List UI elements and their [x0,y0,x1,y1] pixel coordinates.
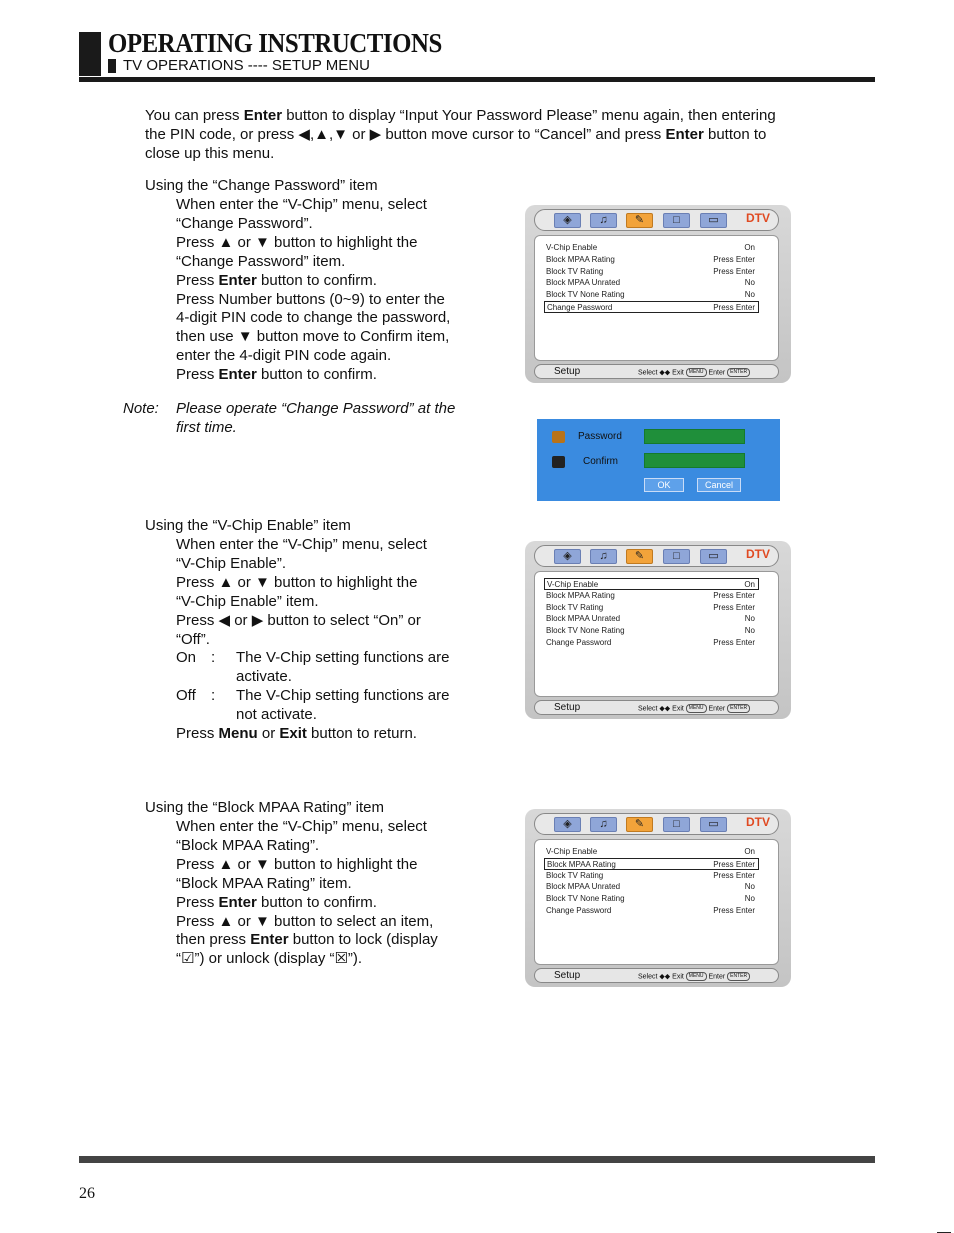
menu-tab-bar [534,545,779,567]
menu-row[interactable] [546,602,758,614]
menu-tab-icon[interactable]: ▭ [700,549,727,564]
menu-row-value: Press Enter [713,859,755,869]
menu-row-label: Change Password [546,906,612,915]
menu-row-label: Block TV Rating [546,602,604,612]
menu-row[interactable] [544,578,759,590]
osd-setup-block-mpaa [525,809,791,987]
menu-row-value: No [744,290,755,300]
menu-row[interactable] [544,858,759,870]
cancel-button[interactable]: Cancel [697,478,741,492]
on-definition: On : The V-Chip setting functions are activate. [176,649,450,686]
menu-row[interactable] [546,242,758,254]
menu-row[interactable] [546,266,758,278]
menu-row-label: V-Chip Enable [546,243,598,252]
menu-row-value: Press Enter [713,254,755,264]
menu-row-value: No [744,882,755,892]
page-subtitle: TV OPERATIONS ---- SETUP MENU [123,57,370,74]
menu-row-label: Change Password [546,638,612,647]
change-password-heading: Using the “Change Password” item [145,177,378,194]
menu-screen [534,839,779,965]
menu-tab-icon[interactable]: ✎ [626,817,653,832]
menu-row-label: Block TV Rating [546,266,604,276]
menu-row[interactable] [546,870,758,882]
arrows-icon: ◆◆ [659,705,671,713]
menu-footer [534,968,779,983]
menu-footer [534,700,779,715]
block-mpaa-heading: Using the “Block MPAA Rating” item [145,799,384,816]
menu-row-label: Block MPAA Unrated [546,278,621,288]
arrows-icon: ◆◆ [659,369,671,377]
menu-tab-icon[interactable]: □ [663,817,690,832]
dtv-badge: DTV [746,815,770,829]
menu-tab-icon[interactable]: ▭ [700,817,727,832]
lock-icon [552,456,565,468]
confirm-field[interactable] [644,453,745,468]
dtv-badge: DTV [746,211,770,225]
menu-row-value: On [744,847,755,856]
osd-setup-vchip-enable [525,541,791,719]
page-title: OPERATING INSTRUCTIONS [108,28,442,58]
menu-row-value: Press Enter [713,303,755,312]
menu-row-label: Block MPAA Rating [546,590,615,600]
menu-row[interactable] [544,301,759,313]
menu-tab-icon[interactable]: ✎ [626,213,653,228]
ok-button[interactable]: OK [644,478,684,492]
menu-row[interactable] [546,846,758,858]
menu-row-label: Block MPAA Rating [546,254,615,264]
menu-row[interactable] [546,289,758,301]
note-label: Note: [123,400,159,417]
menu-row-value: On [744,580,755,589]
subtitle-marker [108,59,116,73]
header-bar [79,32,101,76]
menu-row[interactable] [546,625,758,637]
menu-row-label: Block MPAA Rating [547,859,616,869]
footer-title: Setup [554,702,581,713]
menu-tab-bar [534,813,779,835]
menu-row[interactable] [546,893,758,905]
footer-hints: Select ◆◆ Exit MENU Enter ENTER [638,972,750,981]
menu-row-value: Press Enter [713,638,755,647]
menu-tab-icon[interactable]: ◈ [554,817,581,832]
dtv-badge: DTV [746,547,770,561]
password-label: Password [578,431,622,442]
vchip-enable-steps: When enter the “V-Chip” menu, select “V-Chip Enable”. Press ▲ or ▼ button to highlight the “V-Chip Enable” item. Press ◀ or ▶ button to select “On” or “Off”. On : The V-Chip setting functions are activate. Off : The V-Chip setting functions are not activate. Press Menu or Exit button to return. [176,536,476,744]
confirm-label: Confirm [583,456,619,467]
menu-row-value: No [744,278,755,288]
menu-tab-icon[interactable]: ▭ [700,213,727,228]
menu-row[interactable] [546,881,758,893]
menu-tab-icon[interactable]: □ [663,213,690,228]
menu-row-label: Block MPAA Unrated [546,882,621,892]
menu-screen [534,571,779,697]
footer-hints: Select ◆◆ Exit MENU Enter ENTER [638,704,750,713]
change-password-steps: When enter the “V-Chip” menu, select “Change Password”. Press ▲ or ▼ button to highlight the “Change Password” item. Press Enter button to confirm. Press Number buttons (0~9) to enter the 4-digit PIN code to change the password, then use ▼ button move to Confirm item, enter the 4-digit PIN code again. Press Enter button to confirm. [176,196,451,384]
menu-tab-icon[interactable]: ◈ [554,549,581,564]
off-definition: Off : The V-Chip setting functions are not activate. [176,687,450,724]
arrows-icon: ◆◆ [659,973,671,981]
vchip-enable-heading: Using the “V-Chip Enable” item [145,517,351,534]
menu-row[interactable] [546,613,758,625]
menu-row-value: Press Enter [713,602,755,612]
menu-key: MENU [686,368,707,377]
menu-row[interactable] [546,637,758,649]
menu-screen [534,235,779,361]
footer-hints: Select ◆◆ Exit MENU Enter ENTER [638,368,750,377]
menu-row[interactable] [546,277,758,289]
footer-title: Setup [554,970,581,981]
menu-key: MENU [686,704,707,713]
menu-row[interactable] [546,905,758,917]
lock-icon [552,431,565,443]
menu-row-label: Block MPAA Unrated [546,614,621,624]
menu-tab-bar [534,209,779,231]
page-number: 26 [79,1185,95,1202]
menu-row[interactable] [546,254,758,266]
menu-tab-icon[interactable]: ♫ [590,817,617,832]
menu-row-label: V-Chip Enable [546,847,598,856]
menu-row-label: Block TV Rating [546,870,604,880]
enter-key: ENTER [727,368,750,377]
menu-tab-icon[interactable]: □ [663,549,690,564]
header-rule [79,77,875,82]
menu-row-label: Change Password [547,303,613,312]
password-field[interactable] [644,429,745,444]
footer-rule [79,1156,875,1163]
menu-row-label: Block TV None Rating [546,290,625,300]
intro-paragraph: You can press Enter button to display “Input Your Password Please” menu again, then entering the PIN code, or press ◀,▲,▼ or ▶ button move cursor to “Cancel” and press Enter button to close up this menu. [145,107,776,162]
menu-row[interactable] [546,590,758,602]
menu-row-value: Press Enter [713,870,755,880]
menu-row-value: No [744,626,755,636]
enter-key: ENTER [727,704,750,713]
enter-key: ENTER [727,972,750,981]
footer-title: Setup [554,366,581,377]
osd-setup-change-password [525,205,791,383]
menu-footer [534,364,779,379]
menu-tab-icon[interactable]: ♫ [590,213,617,228]
menu-row-value: No [744,894,755,904]
menu-row-value: Press Enter [713,590,755,600]
block-mpaa-steps: When enter the “V-Chip” menu, select “Block MPAA Rating”. Press ▲ or ▼ button to highlight the “Block MPAA Rating” item. Press Enter button to confirm. Press ▲ or ▼ button to select an item, then press Enter button to lock (display “☑”) or unlock (display “☒”). [176,818,438,968]
menu-tab-icon[interactable]: ◈ [554,213,581,228]
menu-row-value: Press Enter [713,266,755,276]
menu-tab-icon[interactable]: ♫ [590,549,617,564]
menu-row-value: No [744,614,755,624]
menu-row-value: On [744,243,755,252]
menu-row-label: V-Chip Enable [547,580,599,589]
password-dialog [537,419,780,501]
menu-row-label: Block TV None Rating [546,626,625,636]
menu-row-value: Press Enter [713,906,755,915]
menu-tab-icon[interactable]: ✎ [626,549,653,564]
menu-row-label: Block TV None Rating [546,894,625,904]
note-body: Please operate “Change Password” at the first time. [176,400,456,436]
menu-key: MENU [686,972,707,981]
